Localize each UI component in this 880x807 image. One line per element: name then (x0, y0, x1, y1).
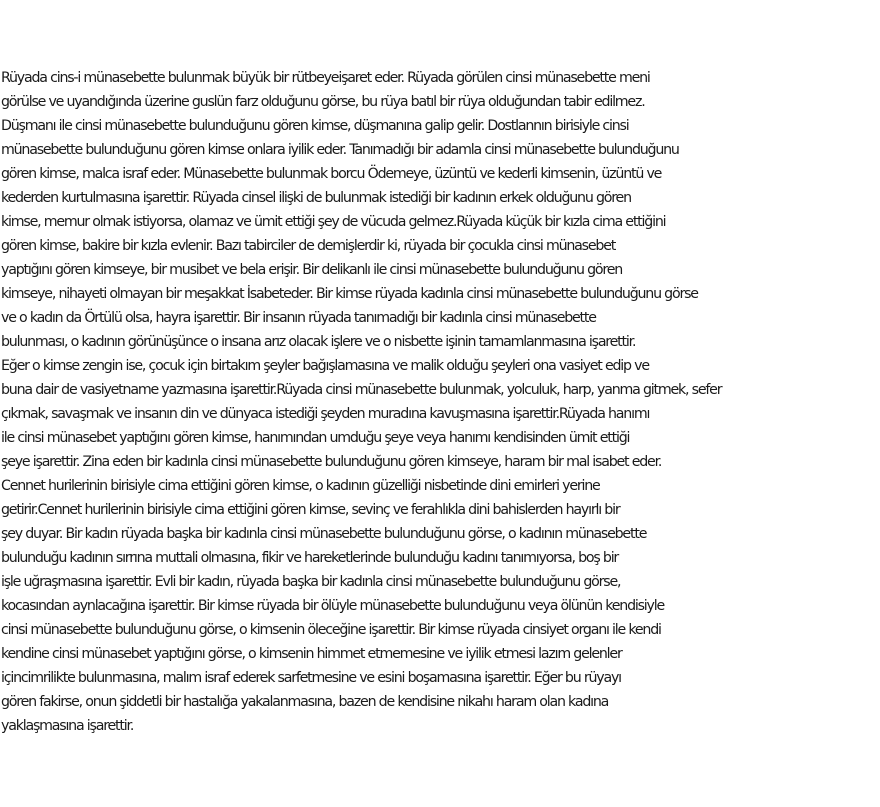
text-line: kendine cinsi münasebet yaptığını görse, o kimsenin himmet etmemesine ve iyilik etmesi lazım gelenler (1, 646, 622, 662)
text-line: görülse ve uyandığında üzerine guslün farz olduğunu görse, bu rüya batıl bir rüya olduğundan tabir edilmez. (1, 94, 645, 110)
text-line: Cennet hurilerinin birisiyle cima ettiğini gören kimse, o kadının güzelliği nisbetinde dini emirleri yerine (1, 478, 600, 494)
text-line: işle uğraşmasına işarettir. Evli bir kadın, rüyada başka bir kadınla cinsi münasebette bulunduğunu görse, (1, 574, 621, 590)
document-body (0, 66, 880, 738)
text-line: kimse, memur olmak istiyorsa, olamaz ve ümit ettiği şey de vücuda gelmez.Rüyada küçük bir kızla cima ettiğini (1, 214, 666, 230)
text-line: gören fakirse, onun şiddetli bir hastalığa yakalanmasına, bazen de kendisine nikahı haram olan kadına (1, 694, 609, 710)
text-line: şey duyar. Bir kadın rüyada başka bir kadınla cinsi münasebette bulunduğunu görse, o kadının münasebette (1, 526, 647, 542)
text-line: cinsi münasebette bulunduğunu görse, o kimsenin öleceğine işarettir. Bir kimse rüyada cinsiyet organı ile kendi (1, 622, 661, 638)
text-line: gören kimse, malca israf eder. Münasebette bulunmak borcu Ödemeye, üzüntü ve kederli kimsenin, üzüntü ve (1, 166, 662, 182)
text-line: Eğer o kimse zengin ise, çocuk için birtakım şeyler bağışlamasına ve malik olduğu şeyleri ona vasiyet edip ve (1, 358, 649, 374)
text-line: yaklaşmasına işarettir. (1, 718, 134, 734)
text-line: Rüyada cins-i münasebette bulunmak büyük bir rütbeyeişaret eder. Rüyada görülen cinsi münasebette meni (1, 70, 650, 86)
text-line: ile cinsi münasebet yaptığını gören kimse, hanımından umduğu şeye veya hanımı kendisinden ümit ettiği (1, 430, 630, 446)
text-line: kederden kurtulmasına işarettir. Rüyada cinsel ilişki de bulunmak istediği bir kadının erkek olduğunu gören (1, 190, 631, 206)
text-line: getirir.Cennet hurilerinin birisiyle cima ettiğini gören kimse, sevinç ve ferahlıkla dini bahislerden hayırlı bir (1, 502, 620, 518)
text-line: kocasından aynlacağına işarettir. Bir kimse rüyada bir ölüyle münasebette bulunduğunu veya ölünün kendisiyle (1, 598, 665, 614)
text-line: gören kimse, bakire bir kızla evlenir. Bazı tabirciler de demişlerdir ki, rüyada bir çocukla cinsi münasebet (1, 238, 616, 254)
text-line: münasebette bulunduğunu gören kimse onlara iyilik eder. Tanımadığı bir adamla cinsi münasebette bulunduğunu (1, 142, 679, 158)
text-line: şeye işarettir. Zina eden bir kadınla cinsi münasebette bulunduğunu gören kimseye, haram bir mal isabet eder. (1, 454, 662, 470)
text-line: buna dair de vasiyetname yazmasına işarettir.Rüyada cinsi münasebette bulunmak, yolculuk, harp, yanma gitmek, sefer (1, 382, 722, 398)
text-line: Düşmanı ile cinsi münasebette bulunduğunu gören kimse, düşmanına galip gelir. Dostlannın birisiyle cinsi (1, 118, 629, 134)
text-line: çıkmak, savaşmak ve insanın din ve dünyaca istediği şeyden muradına kavuşmasına işarettir.Rüyada hanımı (1, 406, 650, 422)
text-line: yaptığını gören kimseye, bir musibet ve bela erişir. Bir delikanlı ile cinsi münasebette bulunduğunu gören (1, 262, 623, 278)
text-line: kimseye, nihayeti olmayan bir meşakkat İsabeteder. Bir kimse rüyada kadınla cinsi münasebette bulunduğunu görse (1, 286, 698, 302)
text-line: bulunması, o kadının görünüşünce o insana arız olacak işlere ve o nisbette işinin tamamlanmasına işarettir. (1, 334, 636, 350)
text-line: ve o kadın da Örtülü olsa, hayra işarettir. Bir insanın rüyada tanımadığı bir kadınla cinsi münasebette (1, 310, 596, 326)
text-line: içincimrilikte bulunmasına, malım israf ederek sarfetmesine ve esini boşamasına işarettir. Eğer bu rüyayı (1, 670, 621, 686)
text-line: bulunduğu kadının sırrına muttali olmasına, fikir ve hareketlerinde bulunduğu kadını tanımıyorsa, boş bir (1, 550, 619, 566)
